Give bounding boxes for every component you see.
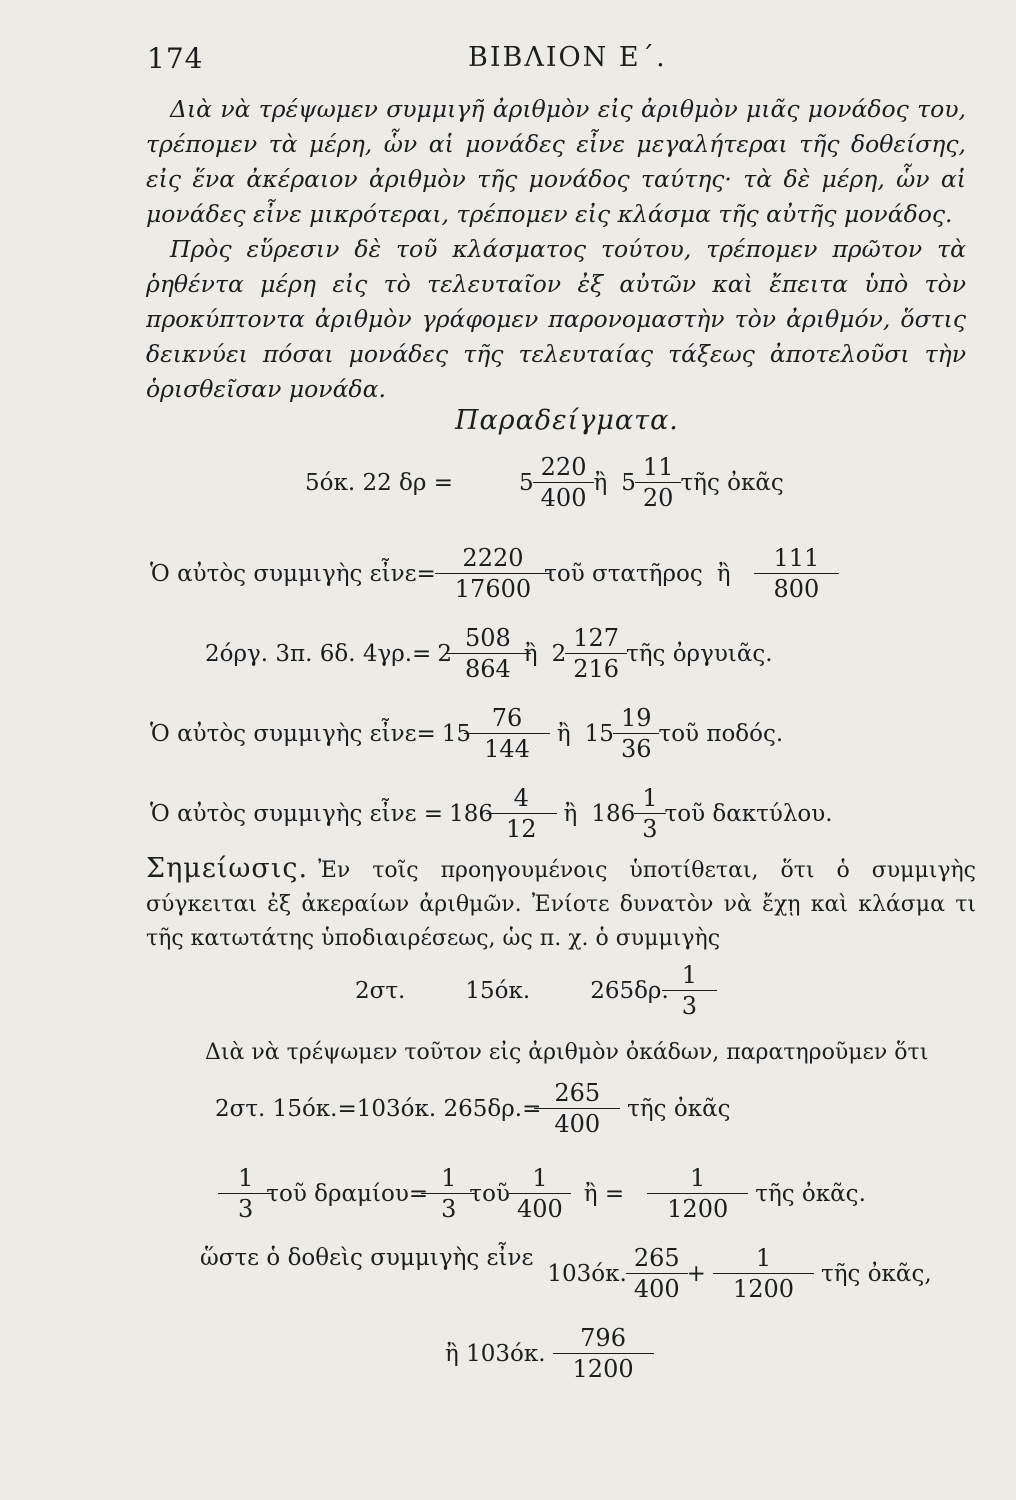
ex4-left: Ὁ αὐτὸς συμμιγὴς εἶνε= xyxy=(150,720,436,747)
example-3 xyxy=(205,623,773,684)
ex1-whole2: 5 xyxy=(621,469,636,496)
d2-eq: ἢ = xyxy=(583,1180,625,1207)
example-4 xyxy=(150,703,783,764)
ex1-whole1: 5 xyxy=(519,469,534,496)
d1-left: 2στ. 15όκ.=103όκ. 265δρ.= xyxy=(215,1095,542,1122)
mixed-number-example xyxy=(355,960,710,1021)
ex1-left: 5όκ. 22 δρ = xyxy=(305,469,454,496)
ex4-whole2: 15 xyxy=(584,720,614,747)
ex1-or: ἢ xyxy=(593,469,608,496)
d2-fraction-c: $\frac{1}{400}$ xyxy=(513,1163,567,1224)
d1-tail: τῆς ὀκᾶς xyxy=(627,1095,731,1122)
d2-fraction-b: $\frac{1}{3}$ xyxy=(431,1163,466,1224)
d3-fraction-1: $\frac{265}{400}$ xyxy=(630,1243,684,1304)
ex4-tail: τοῦ ποδός. xyxy=(658,720,784,747)
derivation-line-2 xyxy=(225,1163,866,1224)
derivation-line-1 xyxy=(215,1078,731,1139)
ex2-left: Ὁ αὐτὸς συμμιγὴς εἶνε= xyxy=(150,560,436,587)
note-paragraph xyxy=(146,852,976,956)
d3-plus: + xyxy=(686,1260,706,1287)
ex5-tail: τοῦ δακτύλου. xyxy=(664,800,833,827)
ex3-whole1: 2 xyxy=(437,640,452,667)
ex4-fraction-2: $\frac{19}{36}$ xyxy=(617,703,656,764)
note-title: Σημείωσις. xyxy=(146,853,309,884)
mixed-b: 15όκ. xyxy=(465,977,531,1004)
examples-heading: Παραδείγματα. xyxy=(455,405,679,436)
ex1-tail: τῆς ὀκᾶς xyxy=(680,469,784,496)
mixed-a: 2στ. xyxy=(355,977,406,1004)
ex5-or: ἢ xyxy=(563,800,578,827)
example-5 xyxy=(150,783,833,844)
paragraph-1: Διὰ νὰ τρέψωμεν συμμιγῆ ἀριθμὸν εἰς ἀριθμὸν μιᾶς μονάδος του, τρέπομεν τὰ μέρη, ὧν αἱ μονάδες εἶνε μεγαλήτεραι τῆς δοθείσης, εἰς ἕνα ἀκέραιον ἀριθμὸν τῆς μονάδος ταύτης· τὰ δὲ μέρη, ὧν αἱ μονάδες εἶνε μικρότεραι, τρέπομεν εἰς κλάσμα τῆς αὐτῆς μονάδος. xyxy=(146,95,966,228)
note-text: Ἐν τοῖς προηγουμένοις ὑποτίθεται, ὅτι ὁ συμμιγὴς σύγκειται ἐξ ἀκεραίων ἀριθμῶν. Ἐνίοτε δυνατὸν νὰ ἔχῃ καὶ κλάσμα τι τῆς κατωτάτης ὑποδιαιρέσεως, ὡς π. χ. ὁ συμμιγὴς xyxy=(146,858,976,951)
ex1-fraction-2: $\frac{11}{20}$ xyxy=(639,452,678,513)
ex1-fraction-1: $\frac{220}{400}$ xyxy=(537,452,591,513)
ex4-whole1: 15 xyxy=(441,720,472,747)
ex4-or: ἢ xyxy=(556,720,571,747)
ex3-or: ἢ xyxy=(523,640,538,667)
ex2-mid: τοῦ στατῆρος xyxy=(544,560,703,587)
ex3-tail: τῆς ὀργυιᾶς. xyxy=(626,640,773,667)
d2-tail: τῆς ὀκᾶς. xyxy=(755,1180,866,1207)
mixed-c: 265δρ. xyxy=(590,977,669,1004)
convert-line: Διὰ νὰ τρέψωμεν τοῦτον εἰς ἀριθμὸν ὀκάδων, παρατηροῦμεν ὅτι xyxy=(205,1040,929,1065)
mixed-fraction: $\frac{1}{3}$ xyxy=(672,960,707,1021)
ex4-fraction-1: $\frac{76}{144}$ xyxy=(474,703,540,764)
d2-mid-b: τοῦ xyxy=(469,1180,510,1207)
d3-whole: 103όκ. xyxy=(547,1260,627,1287)
example-2 xyxy=(150,543,832,604)
page-number: 174 xyxy=(147,42,204,75)
ex3-whole2: 2 xyxy=(551,640,567,667)
page-header xyxy=(0,42,1016,82)
ex2-fraction-2: $\frac{111}{800}$ xyxy=(764,543,830,604)
d4-fraction: $\frac{796}{1200}$ xyxy=(563,1323,644,1384)
d3-left: ὥστε ὁ δοθεὶς συμμιγὴς εἶνε xyxy=(200,1245,534,1271)
d4-left: ἢ 103όκ. xyxy=(445,1340,546,1367)
d3-tail: τῆς ὀκᾶς, xyxy=(821,1260,932,1287)
d2-mid-a: τοῦ δραμίου= xyxy=(266,1180,429,1207)
ex2-or: ἢ xyxy=(716,560,731,587)
ex5-fraction-1: $\frac{4}{12}$ xyxy=(496,783,547,844)
ex5-left: Ὁ αὐτὸς συμμιγὴς εἶνε = xyxy=(150,800,444,827)
paragraph-2: Πρὸς εὕρεσιν δὲ τοῦ κλάσματος τούτου, τρέπομεν πρῶτον τὰ ῥηθέντα μέρη εἰς τὸ τελευταῖον ἐξ αὐτῶν καὶ ἔπειτα ὑπὸ τὸν προκύπτοντα ἀριθμὸν γράφομεν παρονομαστὴν τὸν ἀριθμόν, ὅστις δεικνύει πόσαι μονάδες τῆς τελευταίας τάξεως ἀποτελοῦσι τὴν ὁρισθεῖσαν μονάδα. xyxy=(146,235,966,403)
d3-fraction-2: $\frac{1}{1200}$ xyxy=(723,1243,804,1304)
ex2-fraction-1: $\frac{2220}{17600}$ xyxy=(445,543,541,604)
running-head: ΒΙΒΛΙΟΝ Ε΄. xyxy=(468,42,667,73)
ex3-fraction-1: $\frac{508}{864}$ xyxy=(455,623,521,684)
derivation-line-3 xyxy=(200,1243,932,1304)
ex5-whole1: 186 xyxy=(449,800,493,827)
ex5-fraction-2: $\frac{1}{3}$ xyxy=(638,783,661,844)
ex3-fraction-2: $\frac{127}{216}$ xyxy=(569,623,623,684)
ex5-whole2: 186 xyxy=(591,800,636,827)
example-1 xyxy=(305,452,784,513)
derivation-line-4 xyxy=(445,1323,647,1384)
ex3-left: 2όργ. 3π. 6δ. 4γρ.= xyxy=(205,640,432,667)
d1-fraction: $\frac{265}{400}$ xyxy=(544,1078,610,1139)
d2-fraction-d: $\frac{1}{1200}$ xyxy=(657,1163,738,1224)
d2-fraction-a: $\frac{1}{3}$ xyxy=(228,1163,263,1224)
